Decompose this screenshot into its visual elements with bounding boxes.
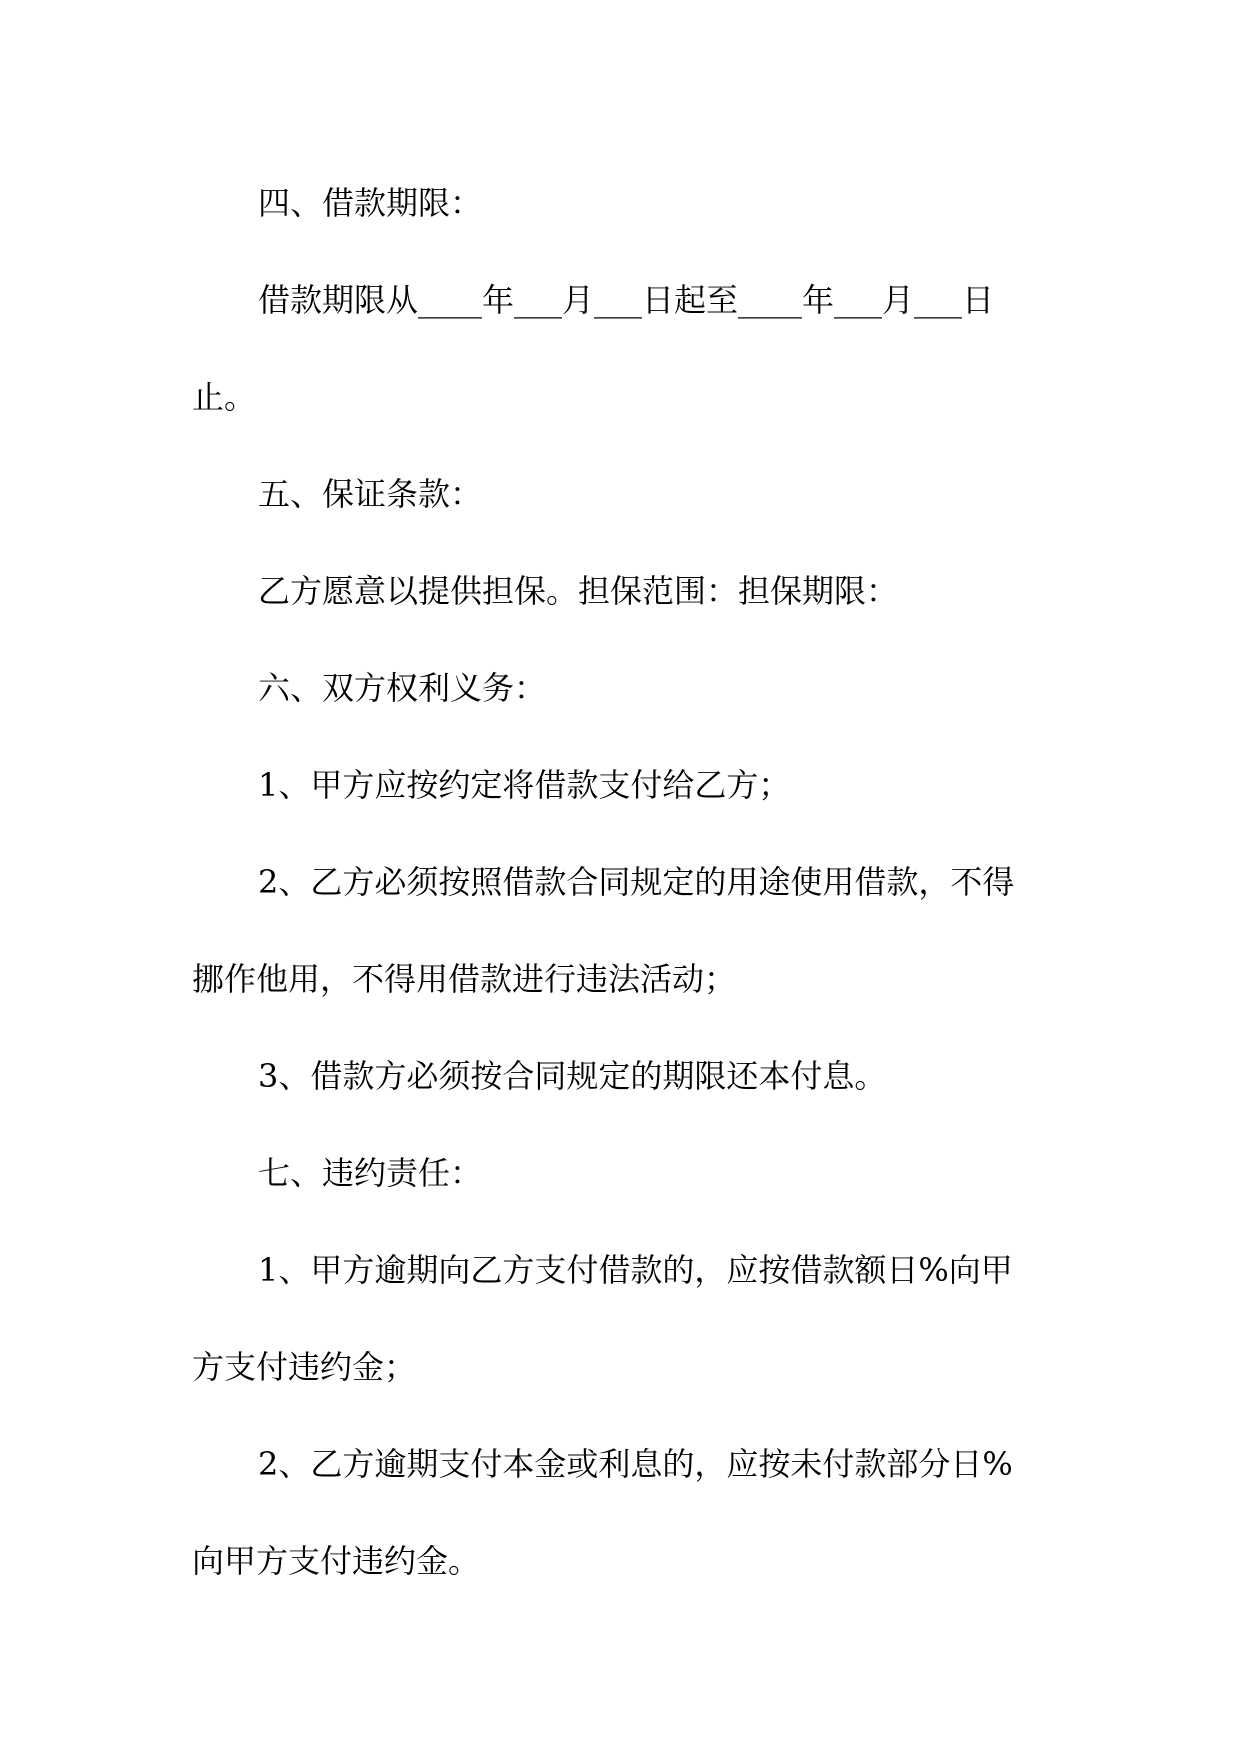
- rights-item-2-continued: 挪作他用，不得用借款进行违法活动；: [192, 960, 737, 998]
- section-heading-guarantee: 五、保证条款：: [258, 475, 483, 513]
- liability-item-2-continued: 向甲方支付违约金。: [192, 1542, 481, 1580]
- guarantee-text: 乙方愿意以提供担保。担保范围：担保期限：: [258, 572, 899, 610]
- section-heading-rights-obligations: 六、双方权利义务：: [258, 669, 547, 707]
- section-heading-liability: 七、违约责任：: [258, 1154, 483, 1192]
- loan-term-text: 借款期限从____年___月___日起至____年___月___日: [258, 281, 995, 319]
- liability-item-1-continued: 方支付违约金；: [192, 1348, 417, 1386]
- rights-item-1: 1、甲方应按约定将借款支付给乙方；: [258, 766, 791, 804]
- loan-term-text-continued: 止。: [192, 378, 257, 416]
- rights-item-3: 3、借款方必须按合同规定的期限还本付息。: [258, 1057, 887, 1095]
- section-heading-loan-term: 四、借款期限：: [258, 184, 483, 222]
- liability-item-2: 2、乙方逾期支付本金或利息的，应按未付款部分日%: [258, 1445, 1013, 1483]
- rights-item-2: 2、乙方必须按照借款合同规定的用途使用借款，不得: [258, 863, 1015, 901]
- liability-item-1: 1、甲方逾期向乙方支付借款的，应按借款额日%向甲: [258, 1251, 1013, 1289]
